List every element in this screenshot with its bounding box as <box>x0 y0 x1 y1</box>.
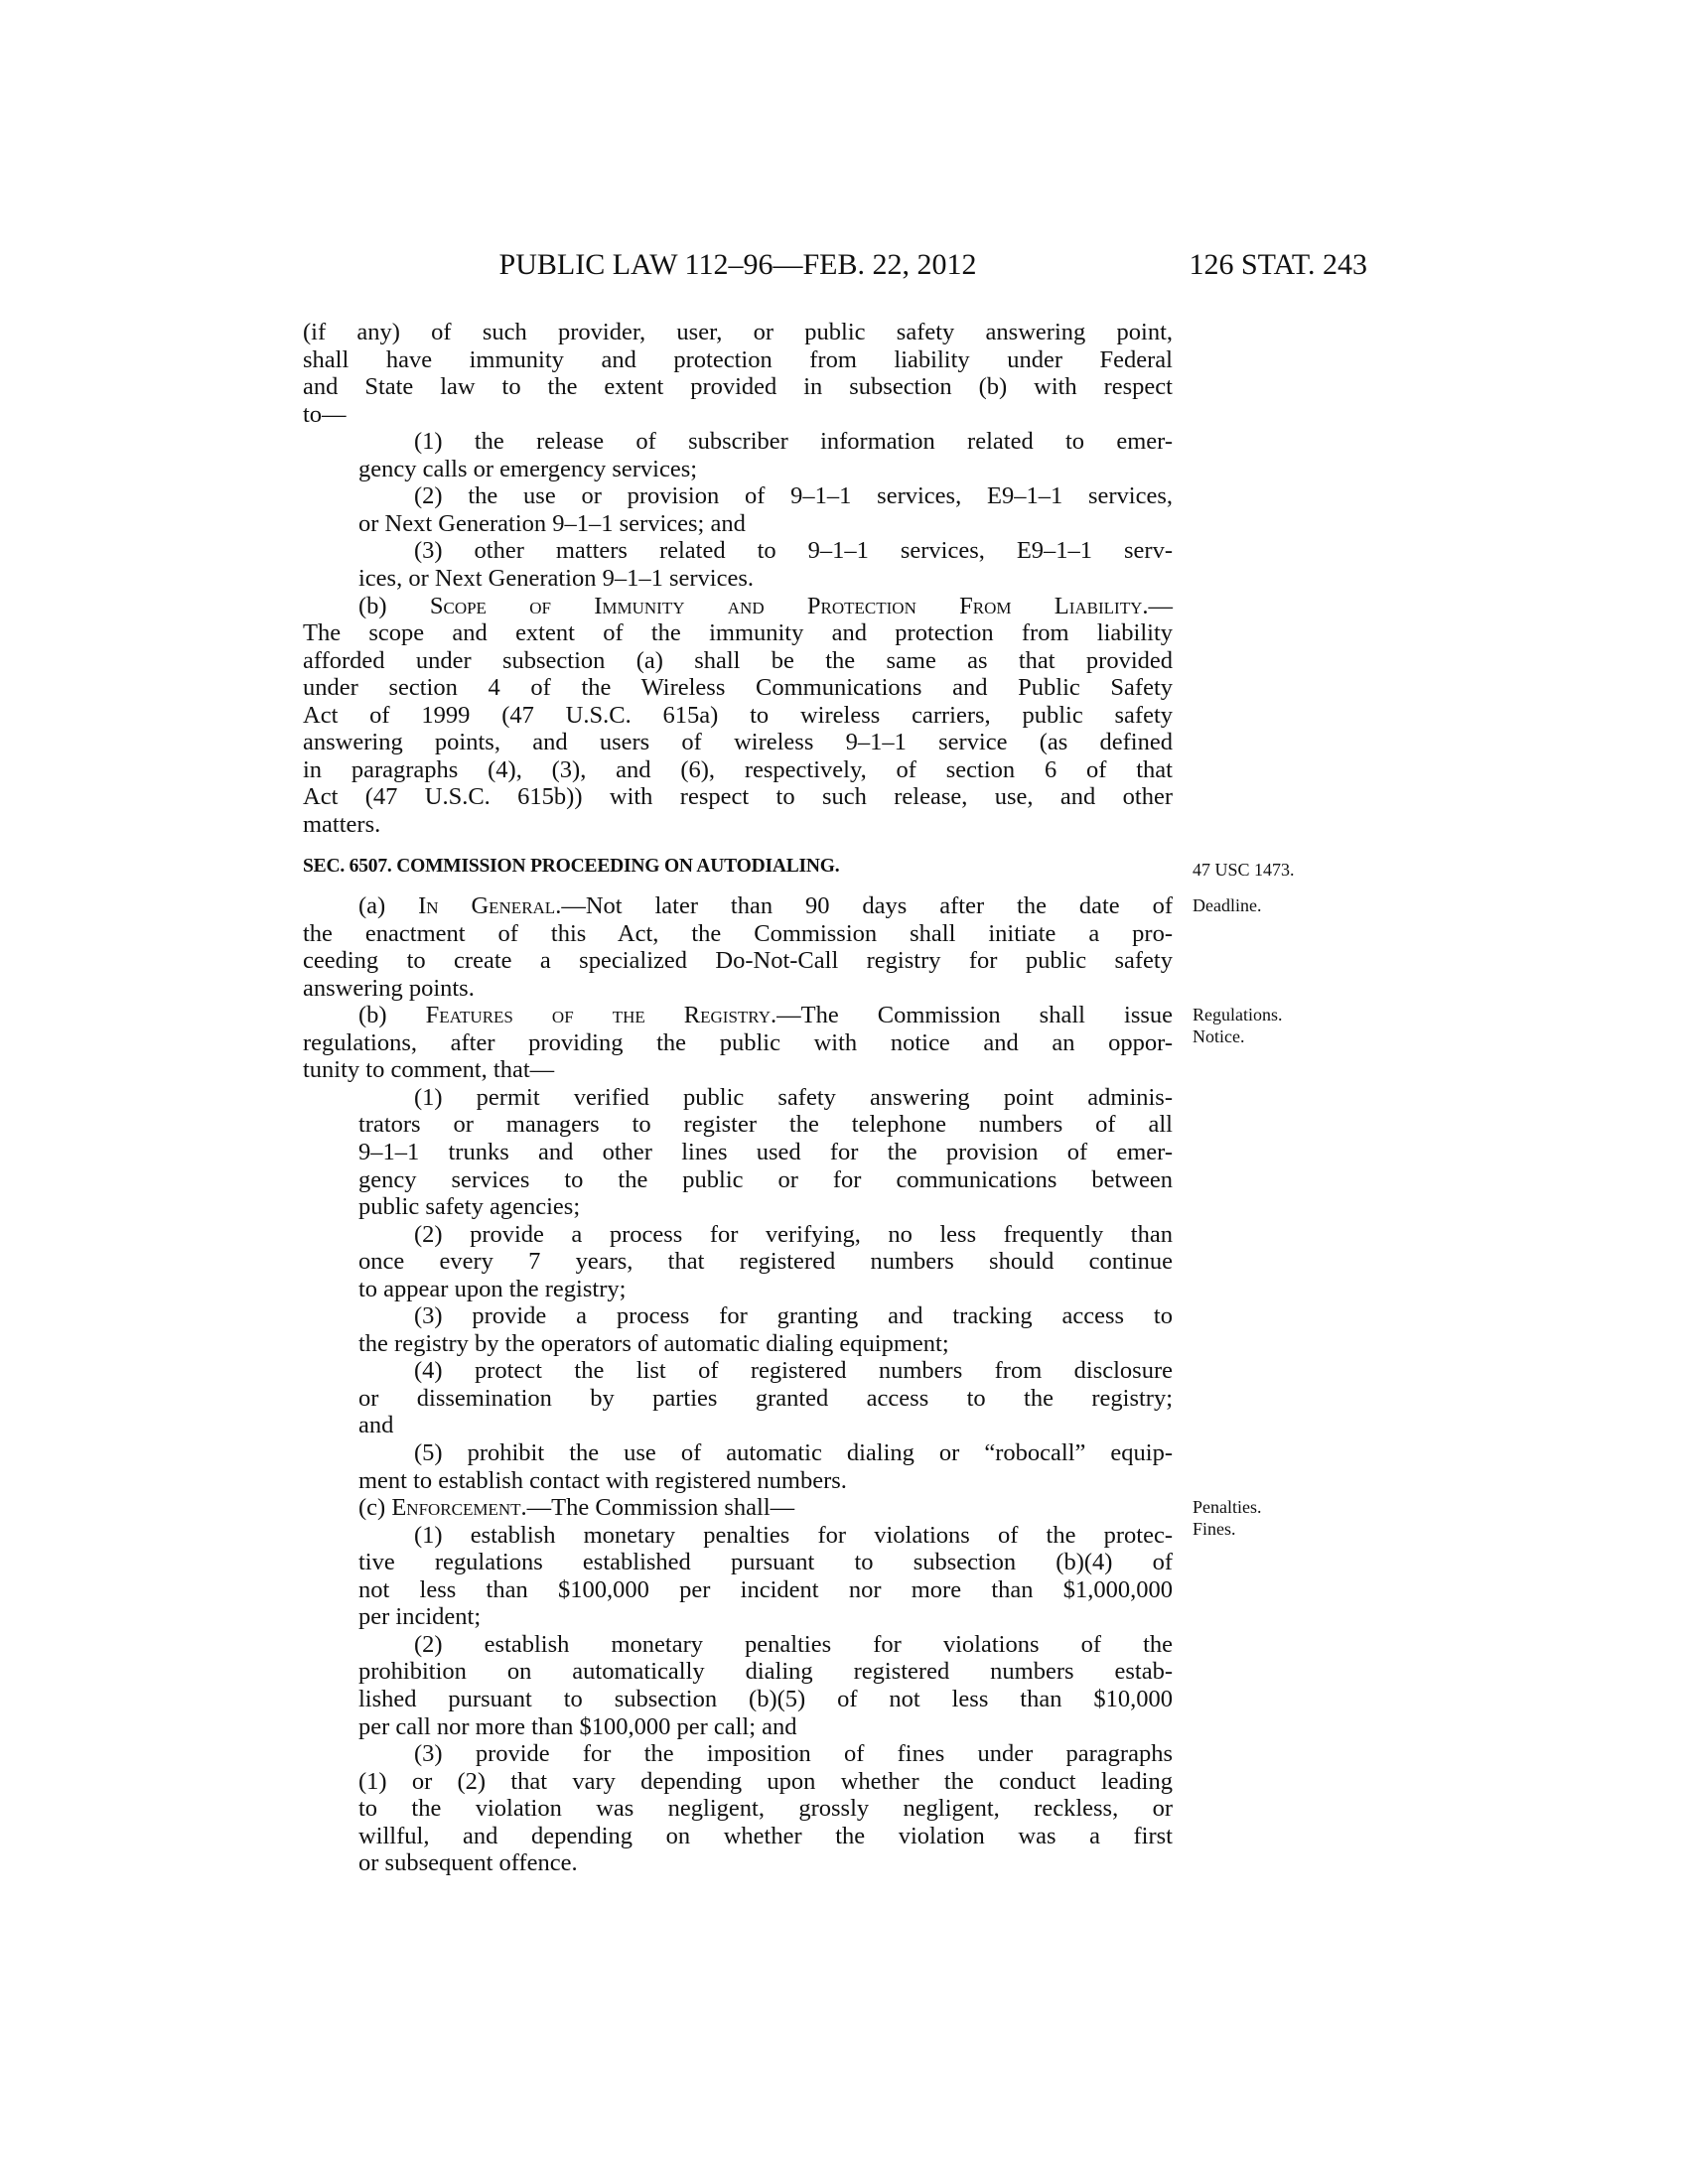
text-line <box>358 1603 481 1631</box>
margin-note-citation: 47 USC 1473. <box>1193 860 1295 880</box>
text-line <box>358 1795 1173 1823</box>
text-line <box>303 729 1173 756</box>
text-line <box>303 401 347 429</box>
text-line <box>303 346 1173 374</box>
text-run: (3) other matters related to 9–1–1 services, E9–1–1 serv- <box>414 537 1173 565</box>
text-line <box>358 892 1173 920</box>
text-run: public safety agencies; <box>358 1193 581 1221</box>
text-line <box>358 1686 1173 1713</box>
text-line <box>358 1193 580 1221</box>
text-run: (1) or (2) that vary depending upon whether the conduct leading <box>358 1767 1173 1795</box>
margin-note: Fines. <box>1193 1519 1236 1540</box>
text-line <box>303 619 1173 647</box>
subsection-caption: Enforcement. <box>391 1494 527 1522</box>
margin-note: Penalties. <box>1193 1497 1262 1518</box>
subsection-caption: Scope of Immunity and Protection From Liability. <box>429 592 1149 619</box>
margin-note: Regulations. <box>1193 1005 1283 1025</box>
text-line <box>358 1467 847 1495</box>
text-line <box>303 811 380 839</box>
text-run: in paragraphs (4), (3), and (6), respectively, of section 6 of that <box>303 755 1173 783</box>
text-run: Act of 1999 (47 U.S.C. 615a) to wireless carriers, public safety <box>303 701 1173 729</box>
text-run: prohibition on automatically dialing registered numbers estab- <box>358 1658 1173 1686</box>
text-run: (2) the use or provision of 9–1–1 services, E9–1–1 services, <box>414 482 1173 510</box>
text-line <box>358 510 746 538</box>
text-line <box>414 482 1173 510</box>
text-line <box>358 1412 393 1439</box>
text-run: (1) permit verified public safety answering point adminis- <box>414 1083 1173 1111</box>
text-run: or dissemination by parties granted access to the registry; <box>358 1384 1173 1412</box>
text-line <box>358 1823 1173 1850</box>
text-line <box>303 783 1173 811</box>
text-run: tunity to comment, that— <box>303 1056 555 1084</box>
text-line <box>414 1357 1173 1385</box>
text-run: (1) establish monetary penalties for violations of the protec- <box>414 1521 1173 1549</box>
text-line <box>414 1439 1173 1467</box>
text-run: (1) the release of subscriber information related to emer- <box>414 428 1173 456</box>
text-run: 9–1–1 trunks and other lines used for the provision of emer- <box>358 1138 1173 1165</box>
text-line <box>358 456 697 483</box>
text-run: — <box>1148 592 1173 619</box>
text-run: or subsequent offence. <box>358 1849 578 1877</box>
margin-note: Deadline. <box>1193 895 1262 915</box>
text-run: (2) provide a process for verifying, no less frequently than <box>414 1220 1173 1248</box>
margin-note: Notice. <box>1193 1026 1245 1047</box>
text-line <box>358 565 754 593</box>
text-line <box>358 1139 1173 1166</box>
text-line <box>358 1658 1173 1686</box>
text-line <box>358 1576 1173 1604</box>
text-run: afforded under subsection (a) shall be the same as that provided <box>303 646 1173 674</box>
text-line <box>414 537 1173 565</box>
text-line <box>358 1111 1173 1139</box>
text-line <box>303 674 1173 702</box>
text-line <box>414 1302 1173 1330</box>
text-line <box>414 428 1173 456</box>
text-run: regulations, after providing the public with notice and an oppor- <box>303 1028 1173 1056</box>
page-stat-number: 126 STAT. 243 <box>1189 248 1367 281</box>
text-run: to appear upon the registry; <box>358 1275 627 1302</box>
text-run: per incident; <box>358 1603 482 1631</box>
text-run: answering points, and users of wireless 9–1–1 service (as defined <box>303 729 1173 756</box>
text-run: matters. <box>303 810 381 838</box>
text-line <box>358 1330 949 1358</box>
text-line <box>303 319 1173 346</box>
text-run: lished pursuant to subsection (b)(5) of not less than $10,000 <box>358 1685 1173 1712</box>
text-line <box>303 947 1173 975</box>
text-run: gency calls or emergency services; <box>358 455 698 482</box>
text-run: (a) <box>358 892 419 919</box>
text-run: not less than $100,000 per incident nor more than $1,000,000 <box>358 1575 1173 1603</box>
text-line <box>303 647 1173 675</box>
text-line <box>358 1713 797 1741</box>
text-run: and State law to the extent provided in subsection (b) with respect <box>303 373 1173 401</box>
text-run: ices, or Next Generation 9–1–1 services. <box>358 564 754 592</box>
text-run: (b) <box>358 592 430 619</box>
section-heading: SEC. 6507. COMMISSION PROCEEDING ON AUTODIALING. <box>303 856 840 877</box>
text-run: and <box>358 1412 394 1439</box>
text-line <box>358 1248 1173 1276</box>
running-header-title: PUBLIC LAW 112–96—FEB. 22, 2012 <box>498 248 977 281</box>
text-line <box>358 1002 1173 1029</box>
text-run: (3) provide for the imposition of fines under paragraphs <box>414 1740 1173 1768</box>
text-run: answering points. <box>303 974 475 1002</box>
text-line <box>303 373 1173 401</box>
text-line <box>414 1631 1173 1659</box>
text-run: ceeding to create a specialized Do-Not-Call registry for public safety <box>303 947 1173 975</box>
text-line <box>303 1056 554 1084</box>
text-run: or Next Generation 9–1–1 services; and <box>358 509 746 537</box>
text-run: trators or managers to register the telephone numbers of all <box>358 1111 1173 1139</box>
text-run: (5) prohibit the use of automatic dialing or “robocall” equip- <box>414 1439 1173 1466</box>
text-line <box>358 1385 1173 1413</box>
text-line <box>414 1084 1173 1112</box>
text-run: to— <box>303 400 347 428</box>
text-run: the enactment of this Act, the Commission shall initiate a pro- <box>303 919 1173 947</box>
text-line <box>303 756 1173 784</box>
text-run: gency services to the public or for communications between <box>358 1165 1173 1193</box>
text-run: willful, and depending on whether the violation was a first <box>358 1822 1173 1849</box>
text-line <box>303 920 1173 948</box>
text-run: to the violation was negligent, grossly negligent, reckless, or <box>358 1795 1173 1823</box>
text-run: per call nor more than $100,000 per call; and <box>358 1712 797 1740</box>
text-line <box>303 975 475 1003</box>
text-line <box>358 1849 578 1877</box>
text-line <box>414 1522 1173 1550</box>
subsection-caption: Features of the Registry. <box>425 1002 777 1029</box>
text-line <box>358 593 1173 620</box>
text-run: tive regulations established pursuant to subsection (b)(4) of <box>358 1549 1173 1576</box>
text-run: (2) establish monetary penalties for violations of the <box>414 1630 1173 1658</box>
text-run: —Not later than 90 days after the date of <box>561 892 1173 919</box>
text-run: the registry by the operators of automatic dialing equipment; <box>358 1329 949 1357</box>
text-run: (b) <box>358 1002 426 1029</box>
text-line <box>358 1166 1173 1194</box>
text-line <box>414 1740 1173 1768</box>
text-line <box>358 1768 1173 1796</box>
text-run: ment to establish contact with registered numbers. <box>358 1466 847 1494</box>
text-run: (c) <box>358 1494 392 1522</box>
text-run: The scope and extent of the immunity and protection from liability <box>303 619 1173 647</box>
text-run: once every 7 years, that registered numbers should continue <box>358 1248 1173 1276</box>
text-run: shall have immunity and protection from liability under Federal <box>303 345 1173 373</box>
subsection-caption: In General. <box>418 892 562 919</box>
text-line <box>303 1029 1173 1057</box>
text-run: (4) protect the list of registered numbers from disclosure <box>414 1357 1173 1385</box>
text-line <box>414 1221 1173 1249</box>
text-line <box>358 1494 794 1522</box>
text-run: (if any) of such provider, user, or public safety answering point, <box>303 319 1173 345</box>
text-line <box>358 1276 626 1303</box>
text-run: —The Commission shall issue <box>776 1002 1174 1029</box>
text-run: under section 4 of the Wireless Communications and Public Safety <box>303 674 1173 702</box>
text-run: —The Commission shall— <box>526 1494 795 1522</box>
text-run: (3) provide a process for granting and tracking access to <box>414 1302 1173 1330</box>
text-run: Act (47 U.S.C. 615b)) with respect to such release, use, and other <box>303 783 1173 811</box>
text-line <box>358 1549 1173 1576</box>
text-line <box>303 702 1173 730</box>
